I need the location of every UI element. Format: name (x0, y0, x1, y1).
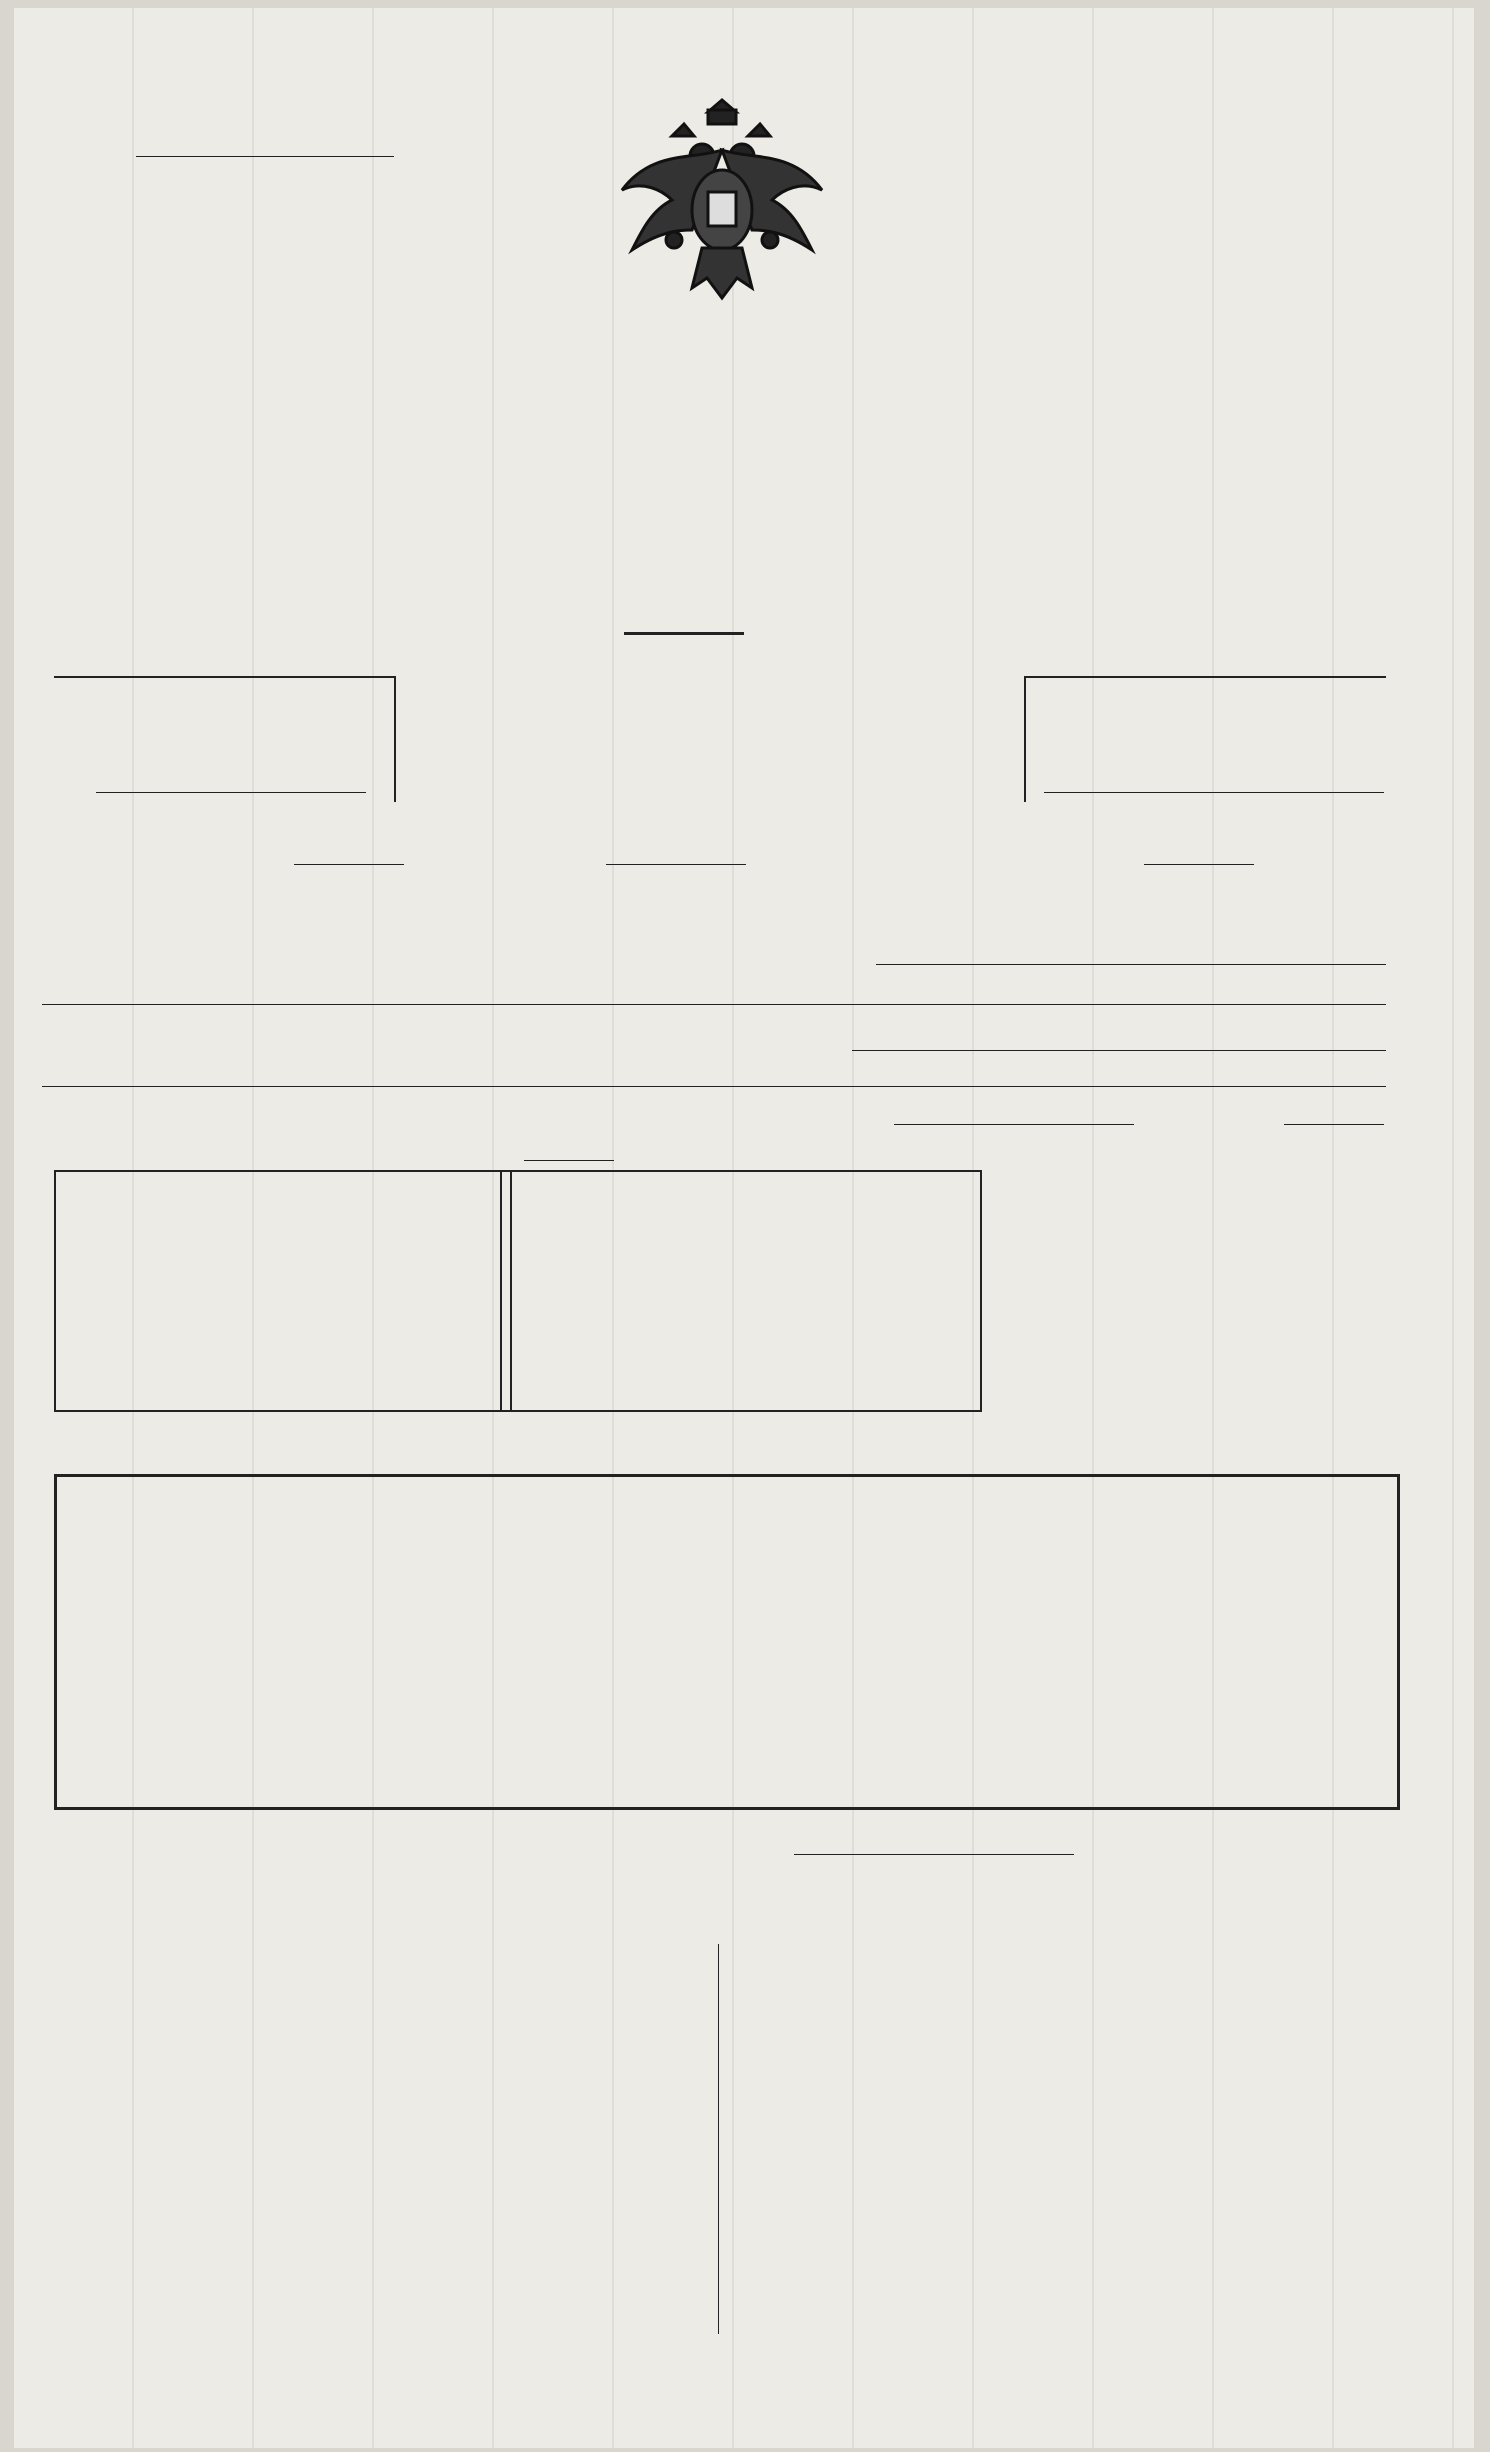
settlement-underline-1 (876, 964, 1386, 965)
uezd-underline (1044, 792, 1384, 793)
owner-underline-1 (852, 1050, 1386, 1051)
buildings-underline (524, 1160, 614, 1161)
imperial-eagle-emblem (612, 80, 832, 320)
census-district-underline (294, 864, 404, 865)
household-no-underline (1284, 1124, 1384, 1125)
gubernia-underline (96, 792, 366, 793)
population-table (54, 1474, 1400, 1810)
owner-underline-2 (42, 1086, 1386, 1087)
uezd-box (1024, 676, 1386, 802)
settlement-underline-2 (42, 1004, 1386, 1005)
buildings-table (54, 1170, 982, 1412)
census-sheet (14, 8, 1474, 2448)
stan-underline (1144, 864, 1254, 865)
buildings-table-divider (500, 1170, 512, 1412)
rules-column-divider (718, 1944, 719, 2334)
free-underline (136, 156, 394, 157)
signature-underline (794, 1854, 1074, 1855)
title-rule (624, 632, 744, 635)
households-underline (894, 1124, 1134, 1125)
count-district-underline (606, 864, 746, 865)
rules-right (734, 1934, 1394, 1940)
gubernia-box (54, 676, 396, 802)
